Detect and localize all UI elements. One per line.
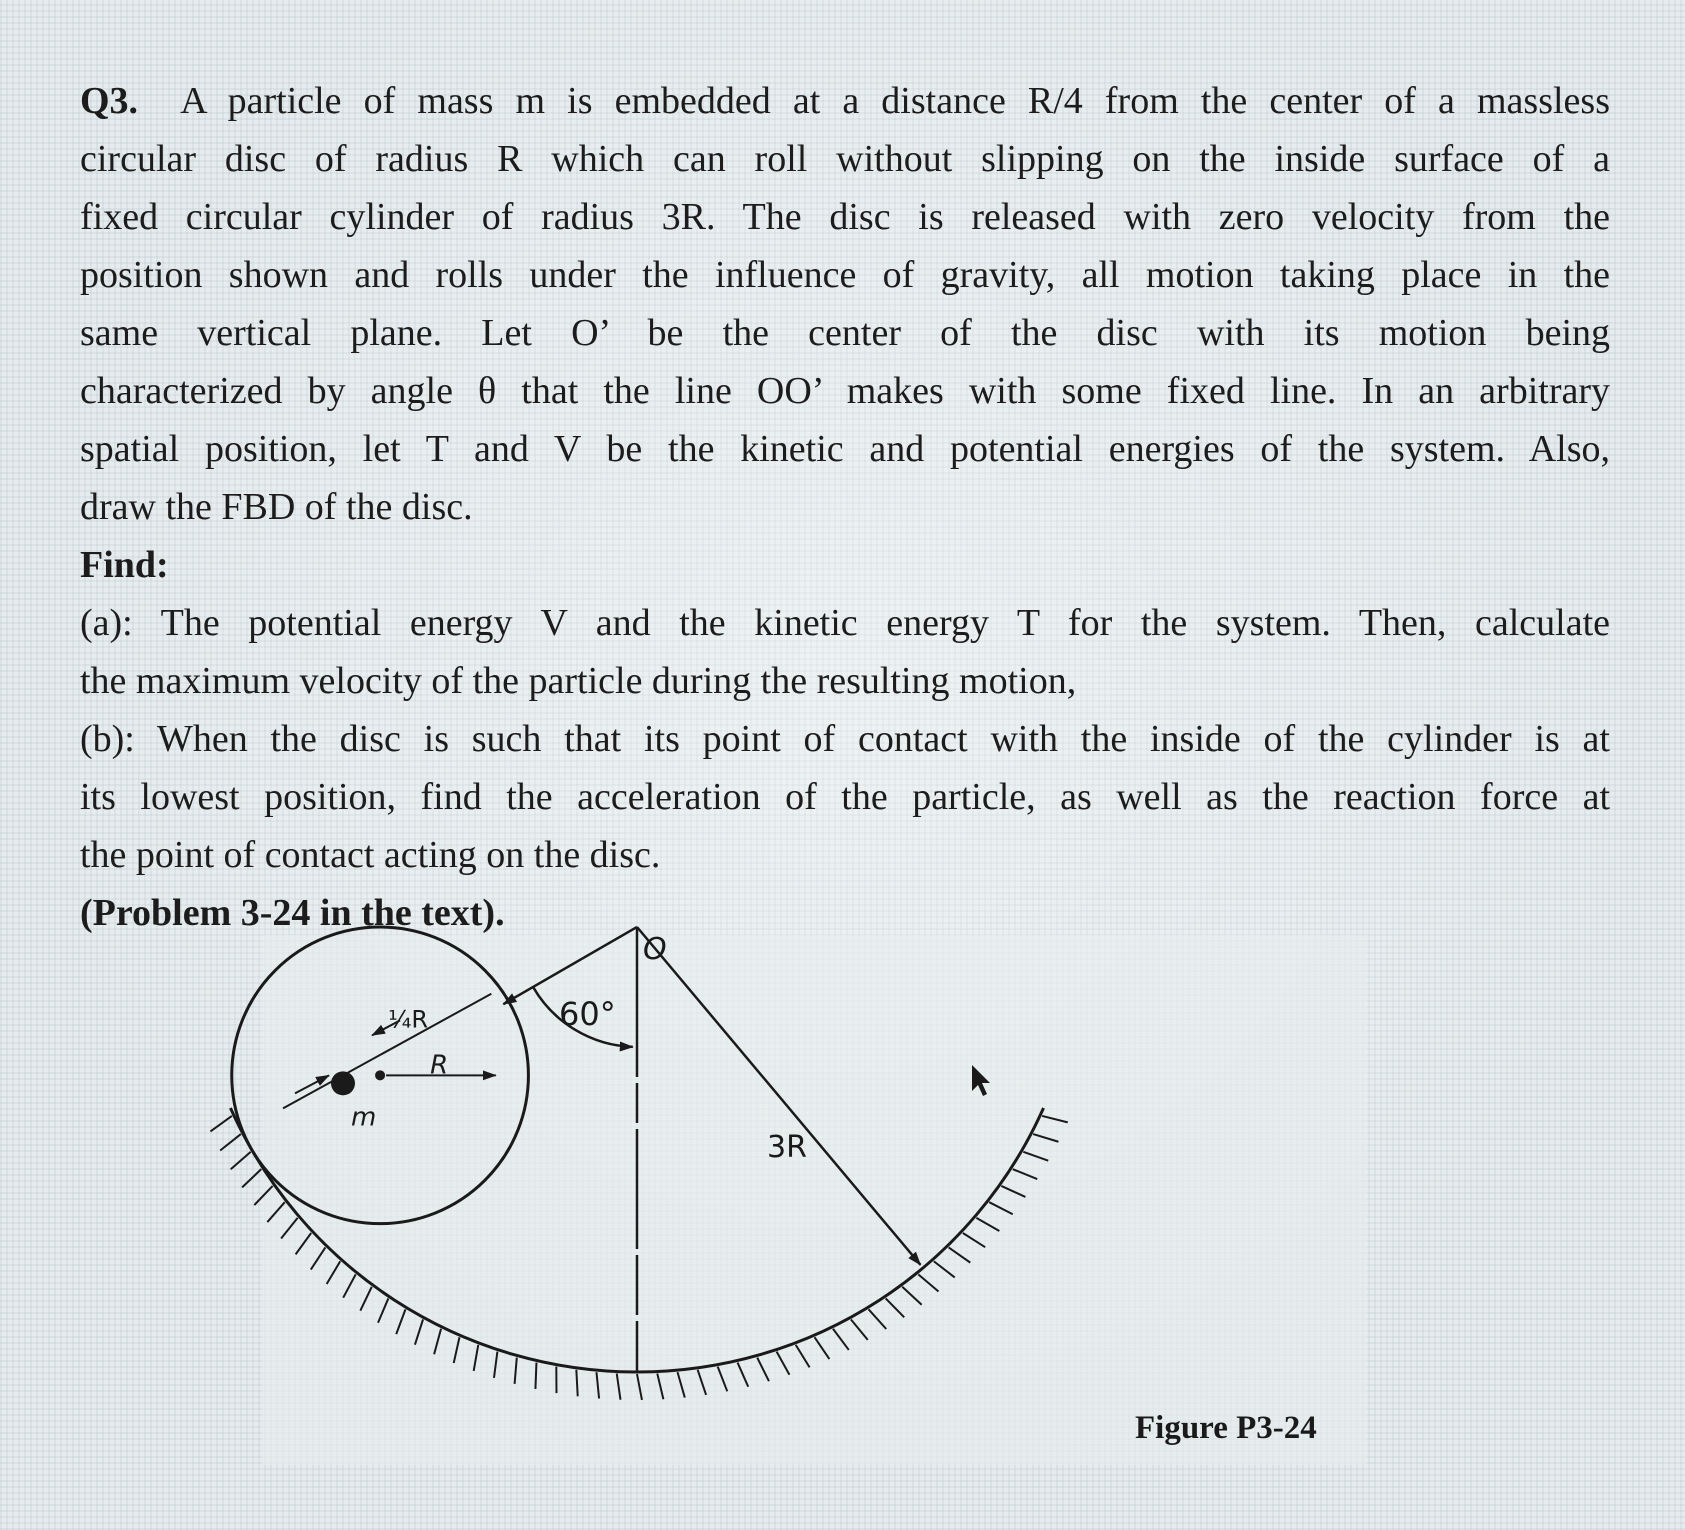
hatch-mark <box>777 1352 790 1375</box>
hatch-mark <box>678 1372 685 1397</box>
part-b-line-2: its lowest position, find the acceleration of the particle, as well as the reaction force at <box>80 776 1610 818</box>
part-a-line-1: (a): The potential energy V and the kinetic energy T for the system. Then, calculate <box>80 602 1610 644</box>
hatch-mark <box>254 1186 272 1205</box>
hatch-mark <box>1042 1116 1068 1122</box>
part-a-line-2: the maximum velocity of the particle during the resulting motion, <box>80 660 1077 702</box>
hatch-mark <box>918 1274 938 1291</box>
hatch-mark <box>833 1329 849 1350</box>
question-label: Q3. <box>80 80 139 122</box>
label-3R: 3R <box>767 1130 807 1165</box>
question-line-3: fixed circular cylinder of radius 3R. The disc is released with zero velocity from the <box>80 196 1610 238</box>
hatch-mark <box>327 1261 341 1284</box>
problem-statement <box>80 72 1610 942</box>
line-O-to-disc-center <box>503 927 637 1004</box>
hatch-mark <box>617 1374 621 1400</box>
hatch-mark <box>976 1218 999 1231</box>
label-O: O <box>643 932 667 967</box>
hatch-mark <box>1023 1152 1048 1161</box>
find-heading: Find: <box>80 544 169 586</box>
part-b-line-1: (b): When the disc is such that its point of contact with the inside of the cylinder is at <box>80 718 1610 760</box>
hatch-mark <box>1013 1169 1038 1179</box>
label-angle-60: 60° <box>559 995 616 1033</box>
figure-p3-24 <box>262 932 1367 1465</box>
hatch-mark <box>454 1337 460 1363</box>
hatch-mark <box>934 1261 955 1277</box>
hatch-mark <box>210 1116 231 1131</box>
dimension-left-arrow <box>295 1075 329 1093</box>
question-line-6: characterized by angle θ that the line OO’ makes with some fixed line. In an arbitrary <box>80 370 1610 412</box>
hatch-mark <box>396 1309 405 1334</box>
question-line-2: circular disc of radius R which can roll without slipping on the inside surface of a <box>80 138 1610 180</box>
question-line-7: spatial position, let T and V be the kinetic and potential energies of the system. Also, <box>80 428 1610 470</box>
hatch-mark <box>515 1358 517 1384</box>
hatch-mark <box>220 1134 241 1150</box>
hatch-mark <box>757 1358 769 1382</box>
hatch-mark <box>474 1345 479 1371</box>
hatch-mark <box>869 1309 887 1329</box>
hatch-mark <box>311 1247 326 1269</box>
hatch-mark <box>963 1233 985 1247</box>
hatch-mark <box>886 1298 905 1317</box>
hatch-mark <box>851 1319 868 1339</box>
question-line-4: position shown and rolls under the influence of gravity, all motion taking place in the <box>80 254 1610 296</box>
hatch-mark <box>989 1202 1013 1214</box>
hatch-mark <box>494 1352 497 1378</box>
hatch-mark <box>360 1287 371 1311</box>
hatch-mark <box>902 1287 921 1305</box>
hatch-mark <box>596 1372 599 1398</box>
mouse-pointer-icon <box>970 1063 994 1099</box>
part-b-line-3: the point of contact acting on the disc. <box>80 834 661 876</box>
problem-reference: (Problem 3-24 in the text). <box>80 892 505 934</box>
hatch-mark <box>242 1169 261 1187</box>
hatch-mark <box>1033 1134 1058 1142</box>
hatch-mark <box>796 1345 810 1368</box>
hatch-mark <box>378 1298 388 1322</box>
question-line-1: Q3. A particle of mass m is embedded at a distance R/4 from the center of a massless <box>80 80 1611 122</box>
label-m: m <box>350 1102 377 1133</box>
disc-center-dot <box>375 1070 385 1080</box>
label-quarter-R: ¼R <box>388 1005 429 1034</box>
hatch-mark <box>815 1337 830 1359</box>
hatch-mark <box>535 1363 536 1389</box>
label-R: R <box>430 1050 449 1081</box>
hatch-mark <box>296 1233 312 1254</box>
hatch-mark <box>434 1329 441 1355</box>
question-line-5: same vertical plane. Let O’ be the center of the disc with its motion being <box>80 312 1610 354</box>
figure-caption: Figure P3-24 <box>1135 1410 1317 1446</box>
hatch-mark <box>718 1367 728 1392</box>
hatch-mark <box>698 1370 706 1395</box>
hatch-mark <box>738 1363 749 1387</box>
hatch-mark <box>1001 1186 1025 1197</box>
hatch-mark <box>576 1370 577 1396</box>
hatch-mark <box>343 1274 355 1297</box>
hatch-mark <box>415 1319 423 1344</box>
hatch-mark <box>281 1218 297 1239</box>
question-line-8: draw the FBD of the disc. <box>80 486 473 528</box>
hatch-mark <box>637 1374 642 1400</box>
radius-3R-line <box>637 927 920 1265</box>
hatch-mark <box>657 1374 663 1400</box>
hatch-mark <box>231 1152 251 1169</box>
hatch-mark <box>267 1202 284 1222</box>
hatch-mark <box>949 1247 971 1262</box>
